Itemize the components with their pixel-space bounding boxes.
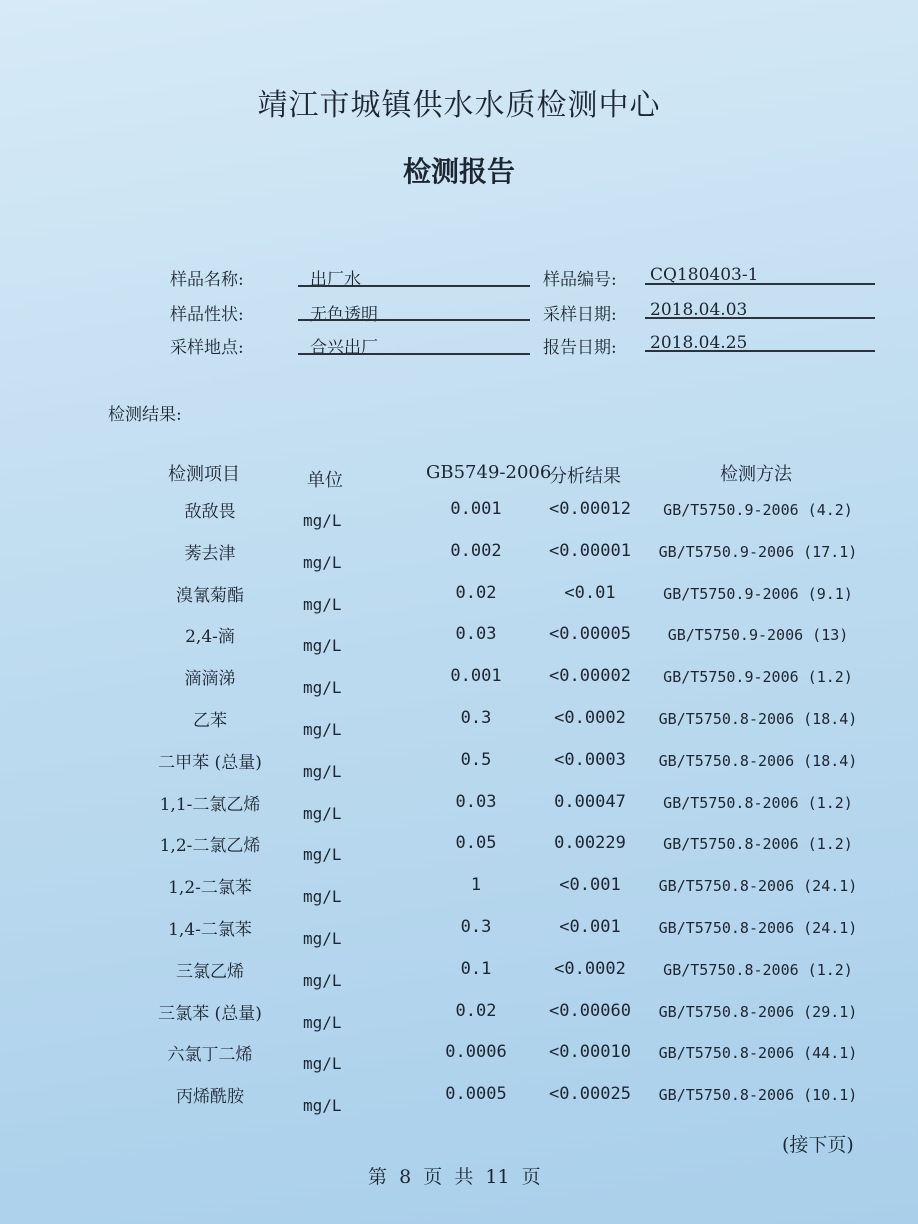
row-item: 1,4-二氯苯: [168, 920, 252, 940]
row-item: 滴滴涕: [184, 669, 236, 689]
page-number: 第 8 页 共 11 页: [368, 1166, 541, 1188]
row-item: 二甲苯 (总量): [158, 753, 262, 773]
row-limit: 0.03: [455, 624, 497, 644]
row-unit: mg/L: [303, 929, 342, 948]
row-item: 乙苯: [193, 711, 227, 731]
row-method: GB/T5750.8-2006 (24.1): [658, 919, 858, 937]
row-result: <0.0003: [554, 750, 626, 770]
report-date-label: 报告日期:: [543, 338, 617, 358]
row-result: <0.0002: [554, 959, 626, 979]
row-method: GB/T5750.8-2006 (24.1): [658, 877, 858, 895]
row-limit: 0.02: [455, 1001, 497, 1021]
row-method: GB/T5750.8-2006 (10.1): [658, 1086, 858, 1104]
row-result: <0.001: [559, 917, 621, 937]
row-result: <0.0002: [554, 708, 626, 728]
row-result: 0.00047: [554, 792, 626, 812]
row-unit: mg/L: [303, 804, 342, 823]
row-method: GB/T5750.8-2006 (18.4): [658, 752, 858, 770]
row-method: GB/T5750.8-2006 (1.2): [663, 835, 853, 853]
row-result: 0.00229: [554, 833, 626, 853]
sampling-site-underline: [298, 353, 530, 355]
row-result: <0.00010: [549, 1042, 631, 1062]
row-method: GB/T5750.8-2006 (1.2): [663, 961, 853, 979]
row-method: GB/T5750.9-2006 (9.1): [663, 585, 853, 603]
row-unit: mg/L: [303, 1054, 342, 1073]
sampling-site-label: 采样地点:: [170, 338, 244, 358]
row-method: GB/T5750.8-2006 (18.4): [658, 710, 858, 728]
sample-name-label: 样品名称:: [170, 270, 244, 290]
row-unit: mg/L: [303, 720, 342, 739]
row-result: <0.001: [559, 875, 621, 895]
row-limit: 0.1: [460, 959, 492, 979]
row-limit: 0.5: [460, 750, 492, 770]
results-label: 检测结果:: [108, 405, 182, 425]
report-date-underline: [645, 350, 875, 352]
row-result: <0.00005: [549, 624, 631, 644]
row-item: 1,1-二氯乙烯: [159, 795, 261, 815]
report-title: 检测报告: [402, 155, 515, 188]
row-item: 三氯乙烯: [176, 962, 244, 982]
row-limit: 0.3: [460, 708, 492, 728]
header-standard: GB5749-2006: [426, 462, 552, 483]
sample-state-label: 样品性状:: [170, 305, 244, 325]
row-item: 莠去津: [184, 544, 236, 564]
header-method: 检测方法: [720, 464, 792, 485]
row-unit: mg/L: [303, 971, 342, 990]
header-item: 检测项目: [168, 464, 240, 485]
row-item: 溴氰菊酯: [176, 586, 244, 606]
row-limit: 0.002: [450, 541, 502, 561]
sample-no-underline: [645, 283, 875, 285]
sample-name-underline: [298, 285, 530, 287]
row-unit: mg/L: [303, 887, 342, 906]
row-limit: 0.001: [450, 666, 502, 686]
header-unit: 单位: [307, 470, 343, 491]
report-date-value: 2018.04.25: [650, 333, 748, 353]
row-unit: mg/L: [303, 636, 342, 655]
row-limit: 0.05: [455, 833, 497, 853]
row-limit: 0.03: [455, 792, 497, 812]
sample-no-value: CQ180403-1: [650, 265, 759, 285]
sample-state-underline: [298, 319, 530, 321]
row-limit: 1: [470, 875, 482, 895]
sampling-date-value: 2018.04.03: [650, 300, 748, 320]
continued-note: (接下页): [782, 1134, 854, 1156]
sample-name-value: 出厂水: [310, 270, 361, 290]
row-result: <0.01: [564, 583, 616, 603]
row-result: <0.00012: [549, 499, 631, 519]
row-unit: mg/L: [303, 553, 342, 572]
row-item: 1,2-二氯苯: [168, 878, 252, 898]
header-result: 分析结果: [549, 466, 621, 487]
row-method: GB/T5750.8-2006 (44.1): [658, 1044, 858, 1062]
row-result: <0.00001: [549, 541, 631, 561]
row-unit: mg/L: [303, 1096, 342, 1115]
row-item: 1,2-二氯乙烯: [159, 836, 261, 856]
row-item: 六氯丁二烯: [167, 1045, 253, 1065]
row-result: <0.00060: [549, 1001, 631, 1021]
row-unit: mg/L: [303, 762, 342, 781]
row-item: 三氯苯 (总量): [158, 1004, 262, 1024]
row-unit: mg/L: [303, 511, 342, 530]
row-unit: mg/L: [303, 845, 342, 864]
row-method: GB/T5750.8-2006 (29.1): [658, 1003, 858, 1021]
row-unit: mg/L: [303, 595, 342, 614]
row-limit: 0.3: [460, 917, 492, 937]
row-unit: mg/L: [303, 1013, 342, 1032]
row-limit: 0.001: [450, 499, 502, 519]
sampling-date-label: 采样日期:: [543, 305, 617, 325]
sample-no-label: 样品编号:: [543, 270, 617, 290]
row-method: GB/T5750.8-2006 (1.2): [663, 794, 853, 812]
row-unit: mg/L: [303, 678, 342, 697]
row-method: GB/T5750.9-2006 (13): [667, 626, 849, 644]
row-limit: 0.02: [455, 583, 497, 603]
row-method: GB/T5750.9-2006 (4.2): [663, 501, 853, 519]
row-item: 敌敌畏: [184, 502, 236, 522]
row-result: <0.00002: [549, 666, 631, 686]
row-method: GB/T5750.9-2006 (1.2): [663, 668, 853, 686]
row-limit: 0.0006: [445, 1042, 507, 1062]
sampling-site-value: 合兴出厂: [310, 338, 378, 358]
row-item: 丙烯酰胺: [176, 1087, 244, 1107]
row-method: GB/T5750.9-2006 (17.1): [658, 543, 858, 561]
row-item: 2,4-滴: [185, 627, 235, 647]
row-limit: 0.0005: [445, 1084, 507, 1104]
sample-state-value: 无色透明: [310, 305, 378, 325]
row-result: <0.00025: [549, 1084, 631, 1104]
sampling-date-underline: [645, 317, 875, 319]
org-title: 靖江市城镇供水水质检测中心: [257, 88, 661, 123]
